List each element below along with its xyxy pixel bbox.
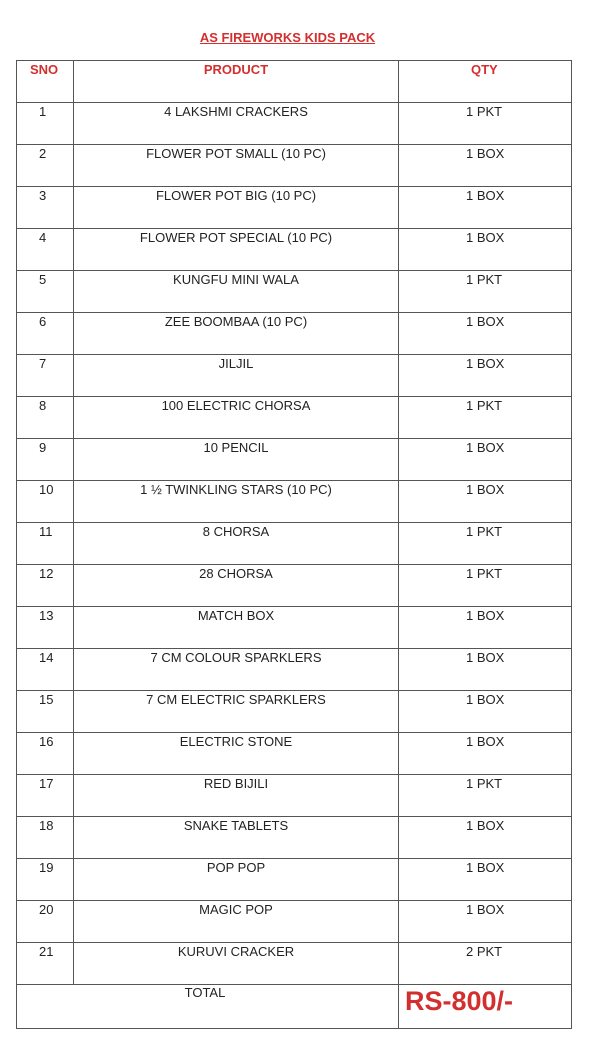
table-row xyxy=(17,691,572,733)
row-sno: 6 xyxy=(17,313,74,355)
row-product: 8 CHORSA xyxy=(74,523,399,565)
row-sno: 14 xyxy=(17,649,74,691)
row-product: RED BIJILI xyxy=(74,775,399,817)
row-qty: 1 PKT xyxy=(399,775,572,817)
row-qty: 1 BOX xyxy=(399,229,572,271)
total-label: TOTAL xyxy=(17,985,399,1029)
row-qty: 1 BOX xyxy=(399,187,572,229)
table-row xyxy=(17,187,572,229)
row-product: POP POP xyxy=(74,859,399,901)
items-table xyxy=(16,60,572,1029)
row-product: ELECTRIC STONE xyxy=(74,733,399,775)
table-row xyxy=(17,271,572,313)
row-sno: 2 xyxy=(17,145,74,187)
row-product: ZEE BOOMBAA (10 PC) xyxy=(74,313,399,355)
total-row xyxy=(17,985,572,1029)
row-sno: 16 xyxy=(17,733,74,775)
row-qty: 1 BOX xyxy=(399,733,572,775)
row-sno: 5 xyxy=(17,271,74,313)
table-row xyxy=(17,859,572,901)
row-qty: 1 BOX xyxy=(399,859,572,901)
table-row xyxy=(17,103,572,145)
header-product: PRODUCT xyxy=(74,61,399,103)
row-product: 28 CHORSA xyxy=(74,565,399,607)
row-product: 4 LAKSHMI CRACKERS xyxy=(74,103,399,145)
row-qty: 1 PKT xyxy=(399,565,572,607)
row-sno: 3 xyxy=(17,187,74,229)
row-product: MATCH BOX xyxy=(74,607,399,649)
row-sno: 17 xyxy=(17,775,74,817)
row-sno: 20 xyxy=(17,901,74,943)
row-qty: 1 BOX xyxy=(399,439,572,481)
row-sno: 18 xyxy=(17,817,74,859)
row-sno: 21 xyxy=(17,943,74,985)
table-row xyxy=(17,649,572,691)
row-product: 1 ½ TWINKLING STARS (10 PC) xyxy=(74,481,399,523)
row-product: 7 CM ELECTRIC SPARKLERS xyxy=(74,691,399,733)
header-sno: SNO xyxy=(17,61,74,103)
row-product: KURUVI CRACKER xyxy=(74,943,399,985)
row-product: 10 PENCIL xyxy=(74,439,399,481)
row-qty: 1 BOX xyxy=(399,145,572,187)
row-sno: 4 xyxy=(17,229,74,271)
row-sno: 11 xyxy=(17,523,74,565)
table-row xyxy=(17,775,572,817)
row-qty: 1 BOX xyxy=(399,817,572,859)
table-row xyxy=(17,439,572,481)
row-sno: 12 xyxy=(17,565,74,607)
header-qty: QTY xyxy=(399,61,572,103)
table-row xyxy=(17,313,572,355)
row-product: FLOWER POT SMALL (10 PC) xyxy=(74,145,399,187)
row-product: MAGIC POP xyxy=(74,901,399,943)
row-qty: 1 PKT xyxy=(399,103,572,145)
row-qty: 1 BOX xyxy=(399,481,572,523)
table-row xyxy=(17,733,572,775)
table-row xyxy=(17,817,572,859)
row-qty: 1 BOX xyxy=(399,607,572,649)
row-sno: 15 xyxy=(17,691,74,733)
table-row xyxy=(17,943,572,985)
row-sno: 10 xyxy=(17,481,74,523)
table-row xyxy=(17,901,572,943)
row-product: KUNGFU MINI WALA xyxy=(74,271,399,313)
row-qty: 1 PKT xyxy=(399,523,572,565)
table-row xyxy=(17,607,572,649)
row-qty: 1 BOX xyxy=(399,313,572,355)
row-product: SNAKE TABLETS xyxy=(74,817,399,859)
table-header-row xyxy=(17,61,572,103)
page-title: AS FIREWORKS KIDS PACK xyxy=(199,30,376,45)
row-qty: 2 PKT xyxy=(399,943,572,985)
table-row xyxy=(17,481,572,523)
table-row xyxy=(17,145,572,187)
row-sno: 13 xyxy=(17,607,74,649)
row-sno: 8 xyxy=(17,397,74,439)
row-qty: 1 BOX xyxy=(399,691,572,733)
row-sno: 1 xyxy=(17,103,74,145)
table-row xyxy=(17,229,572,271)
table-row xyxy=(17,565,572,607)
row-qty: 1 BOX xyxy=(399,901,572,943)
table-row xyxy=(17,355,572,397)
row-product: FLOWER POT BIG (10 PC) xyxy=(74,187,399,229)
row-product: 7 CM COLOUR SPARKLERS xyxy=(74,649,399,691)
row-qty: 1 PKT xyxy=(399,271,572,313)
total-value: RS-800/- xyxy=(399,985,572,1029)
table-row xyxy=(17,523,572,565)
row-product: JILJIL xyxy=(74,355,399,397)
row-qty: 1 PKT xyxy=(399,397,572,439)
row-sno: 9 xyxy=(17,439,74,481)
row-product: FLOWER POT SPECIAL (10 PC) xyxy=(74,229,399,271)
row-product: 100 ELECTRIC CHORSA xyxy=(74,397,399,439)
row-qty: 1 BOX xyxy=(399,649,572,691)
row-sno: 19 xyxy=(17,859,74,901)
row-sno: 7 xyxy=(17,355,74,397)
table-row xyxy=(17,397,572,439)
row-qty: 1 BOX xyxy=(399,355,572,397)
